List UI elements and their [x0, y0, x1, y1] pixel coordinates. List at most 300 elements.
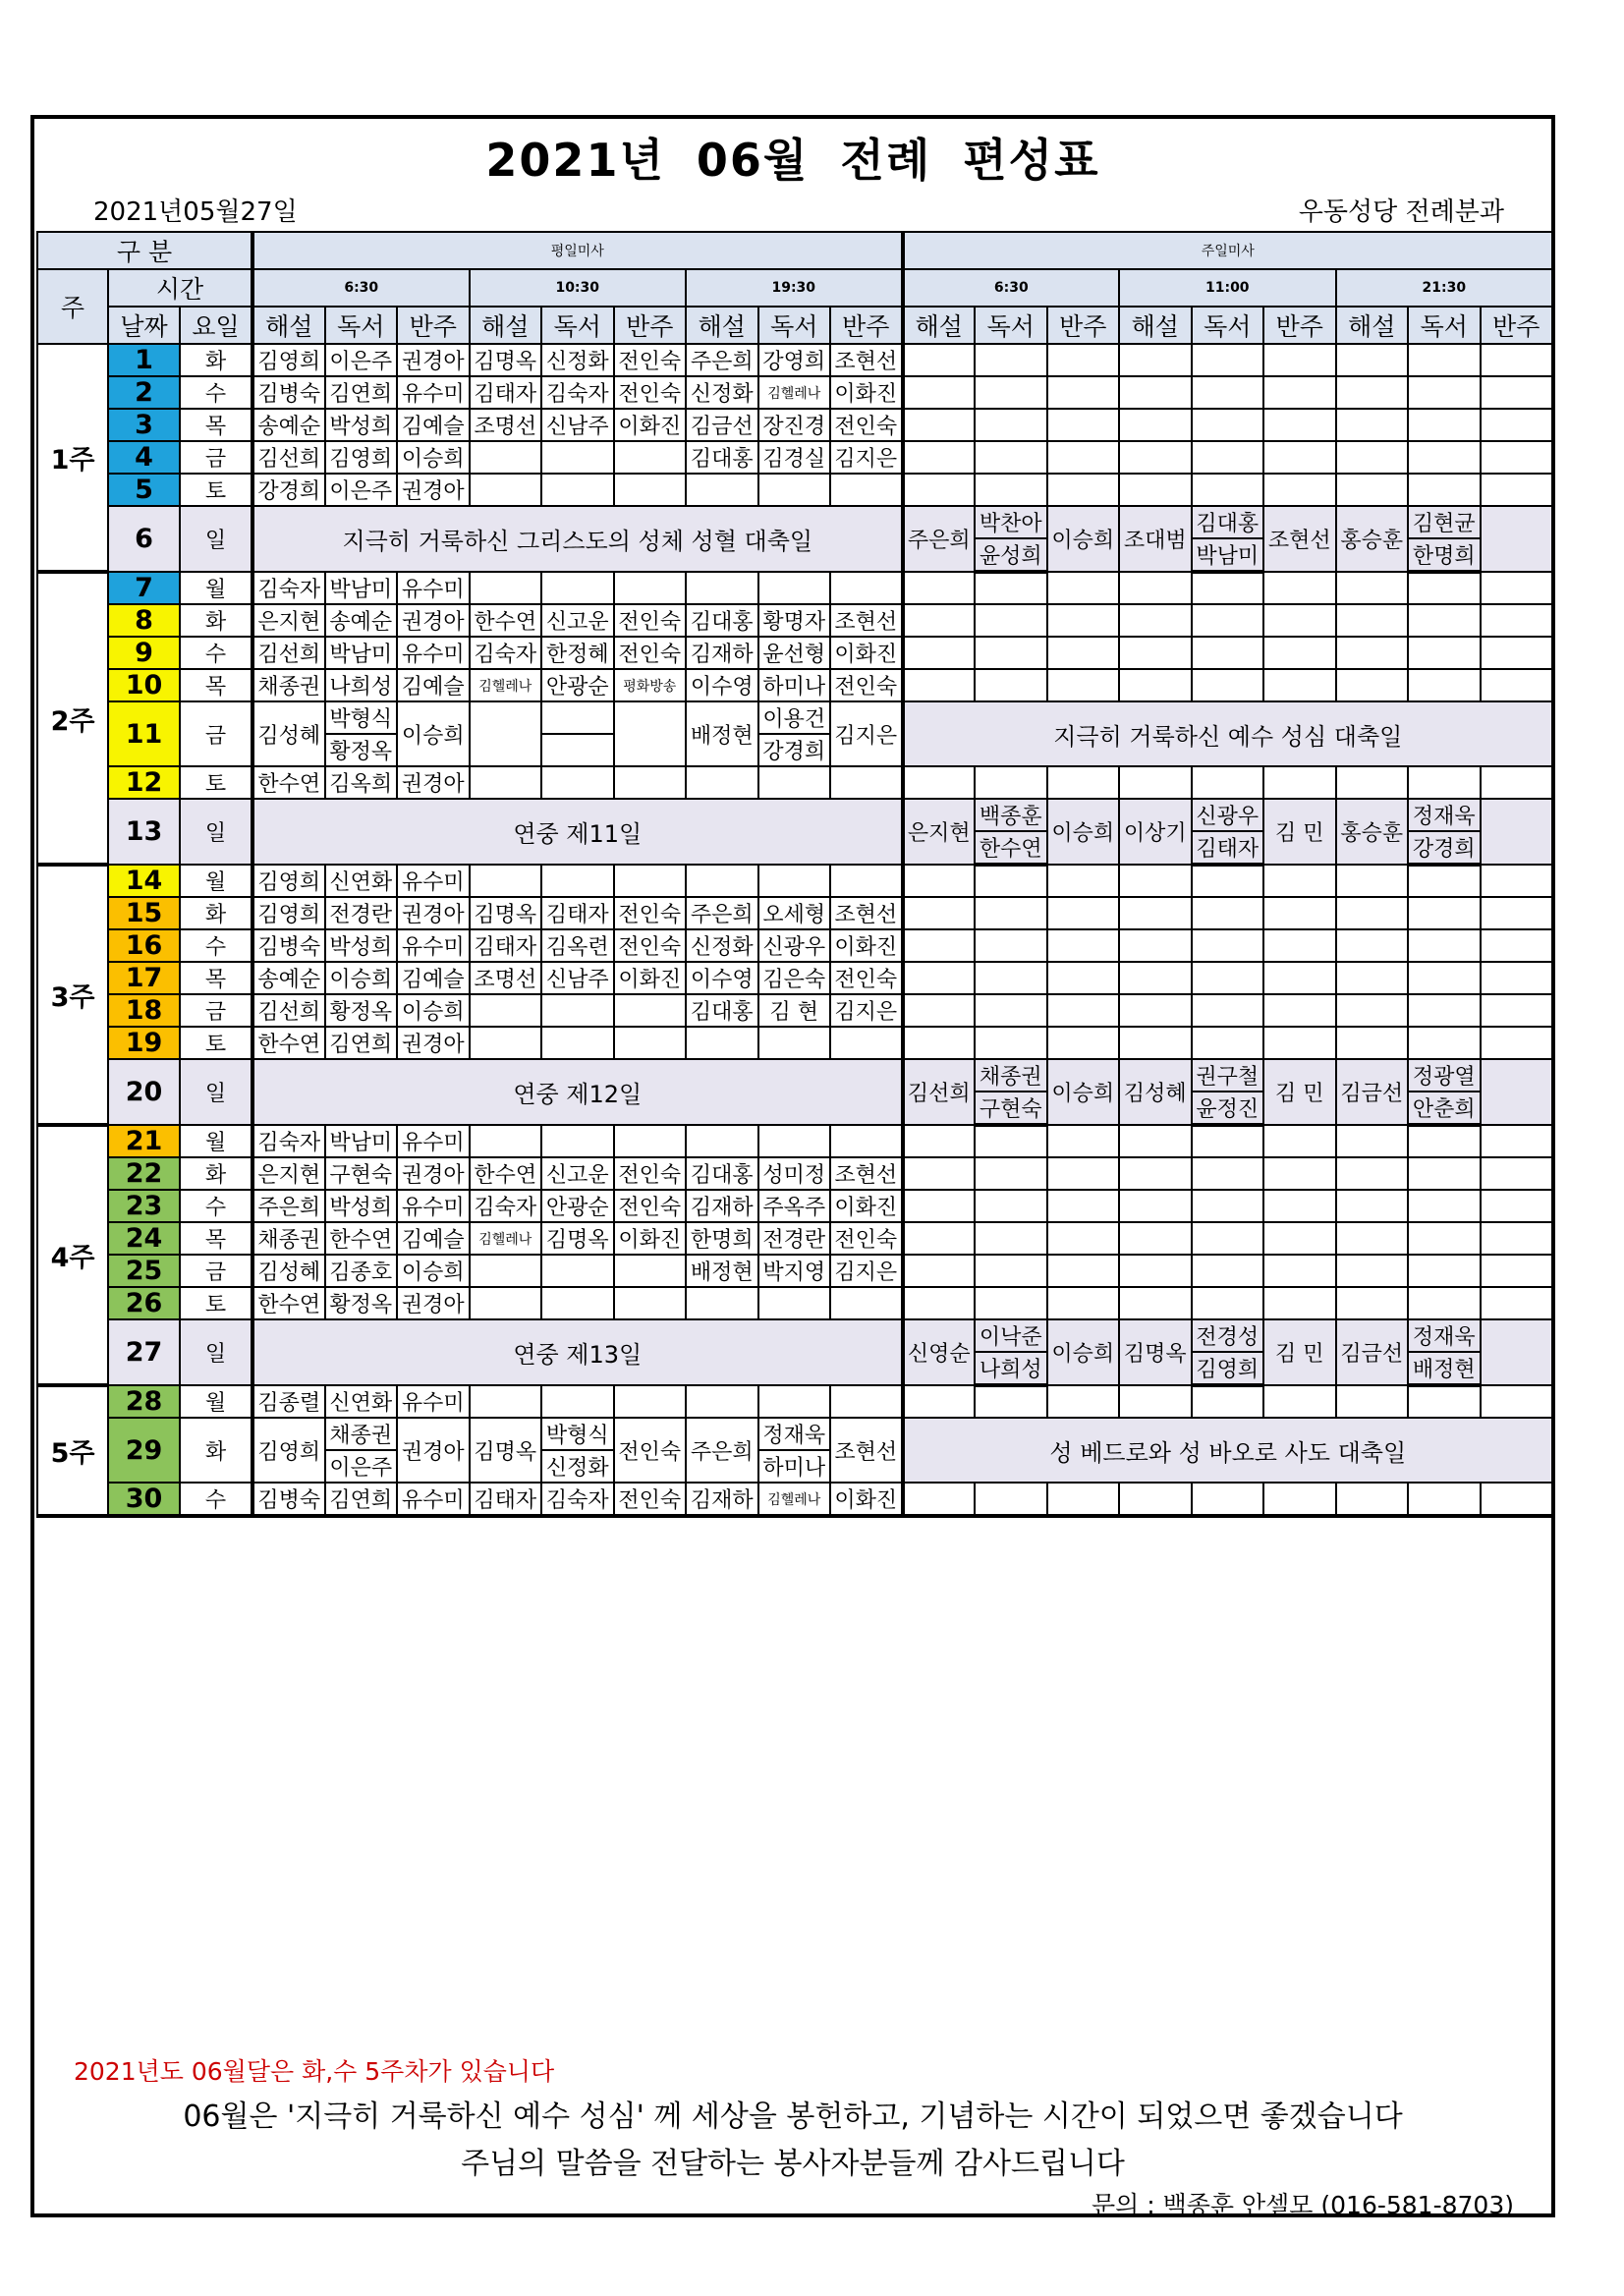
- sunday-cell: [1119, 409, 1192, 441]
- sunday-cell: 채종권: [975, 1059, 1047, 1092]
- weekday-cell: [470, 1125, 542, 1157]
- weekday-cell: 김병숙: [252, 376, 325, 409]
- mass-time-header: 10:30: [470, 269, 687, 307]
- sunday-cell: [1263, 1157, 1336, 1190]
- sunday-cell: [1408, 1222, 1481, 1255]
- sunday-cell: [1047, 1483, 1120, 1516]
- sunday-cell: [1408, 604, 1481, 637]
- day-of-week: 화: [180, 344, 252, 376]
- mass-time-header: 21:30: [1336, 269, 1553, 307]
- schedule-frame: [30, 115, 1555, 2217]
- sunday-cell: [903, 1255, 976, 1287]
- sunday-cell: [1263, 1222, 1336, 1255]
- weekday-cell: 권경아: [397, 344, 470, 376]
- role-header: 해설: [903, 307, 976, 344]
- sunday-cell: 정광열: [1408, 1059, 1481, 1092]
- sunday-cell: [1047, 1027, 1120, 1059]
- weekday-cell: 김헬레나: [758, 1483, 831, 1516]
- weekday-cell: [614, 994, 687, 1027]
- sunday-cell: [903, 1027, 976, 1059]
- weekday-cell: [686, 865, 758, 897]
- sunday-cell: [903, 1483, 976, 1516]
- sunday-cell: [1047, 474, 1120, 506]
- sunday-cell: [1408, 1125, 1481, 1157]
- table-row: [37, 344, 1552, 376]
- weekday-cell: [614, 1125, 687, 1157]
- day-number: 2: [108, 376, 180, 409]
- day-number: 26: [108, 1287, 180, 1319]
- sunday-cell: [975, 572, 1047, 604]
- weekday-cell: 황정옥: [325, 994, 398, 1027]
- sunday-cell: [1481, 1287, 1553, 1319]
- sunday-cell: [1047, 994, 1120, 1027]
- mass-time-header: 6:30: [252, 269, 470, 307]
- table-row: [37, 269, 1552, 307]
- sunday-cell: [1408, 897, 1481, 929]
- sunday-cell: [1047, 376, 1120, 409]
- table-row: [37, 1222, 1552, 1255]
- weekday-cell: 김대홍: [686, 1157, 758, 1190]
- sunday-cell: [1481, 344, 1553, 376]
- weekday-cell: 김숙자: [470, 637, 542, 669]
- sunday-cell: [1408, 1157, 1481, 1190]
- weekday-cell: 주은희: [686, 897, 758, 929]
- mass-time-header: 11:00: [1119, 269, 1336, 307]
- sunday-cell: 이승희: [1047, 1059, 1120, 1125]
- table-row: [37, 962, 1552, 994]
- sunday-cell: [975, 865, 1047, 897]
- weekday-cell: [614, 474, 687, 506]
- sunday-cell: [1047, 1222, 1120, 1255]
- sunday-cell: [1481, 669, 1553, 701]
- weekday-cell: 김경실: [758, 441, 831, 474]
- weekday-cell: [541, 701, 614, 734]
- sunday-cell: [975, 1255, 1047, 1287]
- day-number: 3: [108, 409, 180, 441]
- sunday-cell: [1481, 766, 1553, 799]
- sunday-cell: [1119, 572, 1192, 604]
- sunday-cell: 김대홍: [1192, 506, 1264, 538]
- weekday-cell: [614, 1027, 687, 1059]
- sunday-cell: [1192, 766, 1264, 799]
- time-header: 시간: [108, 269, 252, 307]
- note-dedication: 06월은 '지극히 거룩하신 예수 성심' 께 세상을 봉헌하고, 기념하는 시간이 되었으면 좋겠습니다: [183, 2100, 1403, 2134]
- sunday-cell: 김 민: [1263, 1319, 1336, 1385]
- weekday-cell: 주은희: [252, 1190, 325, 1222]
- sunday-cell: [1263, 766, 1336, 799]
- weekday-cell: 유수미: [397, 637, 470, 669]
- sunday-cell: [1481, 799, 1553, 865]
- weekday-cell: 한수연: [470, 604, 542, 637]
- day-number: 17: [108, 962, 180, 994]
- sunday-cell: [1119, 474, 1192, 506]
- role-header: 해설: [1119, 307, 1192, 344]
- weekday-cell: 이승희: [397, 701, 470, 766]
- issue-date: 2021년05월27일: [93, 197, 298, 227]
- sunday-cell: [1336, 1027, 1409, 1059]
- role-header: 해설: [686, 307, 758, 344]
- sunday-cell: [903, 994, 976, 1027]
- weekday-cell: 전경란: [758, 1222, 831, 1255]
- sunday-cell: [975, 376, 1047, 409]
- weekday-cell: 박성희: [325, 1190, 398, 1222]
- sunday-cell: [1263, 962, 1336, 994]
- weekday-cell: 김태자: [541, 897, 614, 929]
- sunday-cell: [975, 1157, 1047, 1190]
- sunday-cell: [975, 669, 1047, 701]
- sunday-cell: [903, 962, 976, 994]
- day-of-week: 수: [180, 376, 252, 409]
- sunday-cell: [1192, 1255, 1264, 1287]
- sunday-cell: [1263, 1385, 1336, 1418]
- sunday-cell: [903, 1222, 976, 1255]
- weekday-cell: 김연희: [325, 1027, 398, 1059]
- sunday-cell: [1192, 1190, 1264, 1222]
- sunday-cell: [1408, 766, 1481, 799]
- sunday-cell: [1047, 572, 1120, 604]
- sunday-cell: [1119, 1125, 1192, 1157]
- weekday-cell: 이승희: [325, 962, 398, 994]
- weekday-cell: 김재하: [686, 1190, 758, 1222]
- sunday-cell: [1192, 929, 1264, 962]
- sunday-cell: [1336, 1190, 1409, 1222]
- sunday-cell: [1408, 572, 1481, 604]
- weekday-cell: [830, 1385, 903, 1418]
- sunday-cell: 김금선: [1336, 1059, 1409, 1125]
- role-header: 독서: [975, 307, 1047, 344]
- sunday-cell: [1481, 1157, 1553, 1190]
- sunday-cell: [1047, 962, 1120, 994]
- sunday-cell: [1408, 1287, 1481, 1319]
- weekday-cell: [541, 734, 614, 766]
- sunday-cell: [903, 1125, 976, 1157]
- sunday-cell: 박찬아: [975, 506, 1047, 538]
- weekday-cell: 이화진: [830, 1190, 903, 1222]
- table-row: [37, 865, 1552, 897]
- sunday-cell: 정재욱: [1408, 799, 1481, 831]
- weekday-cell: [470, 1027, 542, 1059]
- weekday-cell: 전인숙: [830, 669, 903, 701]
- weekday-cell: 김영희: [252, 1418, 325, 1483]
- sunday-cell: 안춘희: [1408, 1092, 1481, 1125]
- weekday-cell: [758, 1385, 831, 1418]
- table-row: [37, 1125, 1552, 1157]
- sunday-cell: [1047, 604, 1120, 637]
- week-header: 주: [37, 269, 108, 344]
- sunday-cell: [1408, 441, 1481, 474]
- weekday-cell: 김예슬: [397, 409, 470, 441]
- sunday-cell: [1047, 865, 1120, 897]
- sunday-cell: [1481, 637, 1553, 669]
- gubun-header: 구 분: [37, 232, 252, 269]
- sunday-cell: 구현숙: [975, 1092, 1047, 1125]
- weekday-cell: 김병숙: [252, 929, 325, 962]
- weekday-cell: 김명옥: [470, 344, 542, 376]
- sunday-cell: 이낙준: [975, 1319, 1047, 1352]
- day-number: 25: [108, 1255, 180, 1287]
- role-header: 반주: [614, 307, 687, 344]
- role-header: 반주: [1263, 307, 1336, 344]
- day-of-week: 일: [180, 1059, 252, 1125]
- sunday-cell: 이승희: [1047, 506, 1120, 572]
- sunday-cell: [1192, 344, 1264, 376]
- weekday-cell: [470, 865, 542, 897]
- sunday-cell: 백종훈: [975, 799, 1047, 831]
- weekday-cell: [614, 865, 687, 897]
- day-of-week: 일: [180, 799, 252, 865]
- sunday-feast-label: 연중 제11일: [252, 799, 903, 865]
- sunday-cell: [1336, 994, 1409, 1027]
- table-row: [37, 572, 1552, 604]
- date-header: 날짜: [108, 307, 180, 344]
- weekday-cell: 한수연: [252, 766, 325, 799]
- weekday-cell: 박지영: [758, 1255, 831, 1287]
- weekday-cell: 신정화: [541, 1450, 614, 1483]
- weekday-cell: 전인숙: [830, 962, 903, 994]
- sunday-cell: [1192, 1287, 1264, 1319]
- sunday-cell: [1047, 441, 1120, 474]
- weekday-cell: [758, 865, 831, 897]
- sunday-cell: [1481, 604, 1553, 637]
- weekday-cell: 김태자: [470, 376, 542, 409]
- weekday-cell: 조현선: [830, 1157, 903, 1190]
- sunday-cell: [1192, 1222, 1264, 1255]
- sunday-cell: [1481, 897, 1553, 929]
- sunday-cell: [1263, 637, 1336, 669]
- weekday-cell: [686, 474, 758, 506]
- sunday-cell: [1192, 572, 1264, 604]
- weekday-cell: [541, 766, 614, 799]
- weekday-cell: 박남미: [325, 637, 398, 669]
- sunday-cell: [975, 994, 1047, 1027]
- day-of-week: 토: [180, 1027, 252, 1059]
- table-row: [37, 766, 1552, 799]
- sunday-cell: [1336, 637, 1409, 669]
- sunday-cell: 강경희: [1408, 831, 1481, 865]
- sunday-cell: 김태자: [1192, 831, 1264, 865]
- weekday-cell: 신연화: [325, 1385, 398, 1418]
- sunday-cell: [1481, 1385, 1553, 1418]
- weekday-cell: 권경아: [397, 897, 470, 929]
- weekday-cell: [541, 1125, 614, 1157]
- weekday-cell: 김예슬: [397, 1222, 470, 1255]
- sunday-cell: [975, 1125, 1047, 1157]
- table-row: [37, 441, 1552, 474]
- weekday-cell: 채종권: [252, 669, 325, 701]
- sunday-cell: 전경성: [1192, 1319, 1264, 1352]
- weekday-cell: 박형식: [541, 1418, 614, 1450]
- weekday-cell: 이화진: [830, 1483, 903, 1516]
- weekday-cell: 김선희: [252, 994, 325, 1027]
- sunday-cell: [1408, 1255, 1481, 1287]
- sunday-cell: [1263, 474, 1336, 506]
- sunday-cell: [1408, 669, 1481, 701]
- weekday-cell: 이은주: [325, 474, 398, 506]
- weekday-cell: 이화진: [614, 1222, 687, 1255]
- day-number: 22: [108, 1157, 180, 1190]
- weekday-cell: 김태자: [470, 1483, 542, 1516]
- sunday-cell: 윤정진: [1192, 1092, 1264, 1125]
- table-row: [37, 701, 1552, 734]
- weekday-cell: 김명옥: [541, 1222, 614, 1255]
- day-number: 12: [108, 766, 180, 799]
- weekday-cell: 김은숙: [758, 962, 831, 994]
- sunday-cell: [1119, 1287, 1192, 1319]
- sunday-cell: 조현선: [1263, 506, 1336, 572]
- weekday-cell: 유수미: [397, 929, 470, 962]
- weekday-cell: 전인숙: [614, 1190, 687, 1222]
- weekday-cell: 강경희: [252, 474, 325, 506]
- weekday-cell: 김숙자: [252, 1125, 325, 1157]
- sunday-cell: 김영희: [1192, 1352, 1264, 1385]
- day-number: 14: [108, 865, 180, 897]
- sunday-cell: [1481, 1027, 1553, 1059]
- sunday-cell: [1263, 669, 1336, 701]
- weekday-cell: 유수미: [397, 376, 470, 409]
- sunday-cell: [1263, 897, 1336, 929]
- weekday-cell: 전인숙: [614, 1418, 687, 1483]
- day-number: 18: [108, 994, 180, 1027]
- sunday-cell: [975, 474, 1047, 506]
- weekday-cell: [470, 1385, 542, 1418]
- sunday-cell: [1119, 766, 1192, 799]
- weekday-cell: 김숙자: [541, 1483, 614, 1516]
- sunday-cell: [1263, 344, 1336, 376]
- weekday-cell: 전인숙: [614, 1157, 687, 1190]
- weekday-cell: 오세형: [758, 897, 831, 929]
- sunday-cell: 김명옥: [1119, 1319, 1192, 1385]
- sunday-cell: [1192, 604, 1264, 637]
- weekday-cell: 박남미: [325, 572, 398, 604]
- weekday-cell: 김숙자: [541, 376, 614, 409]
- weekday-cell: 전인숙: [614, 929, 687, 962]
- weekday-cell: 권경아: [397, 1027, 470, 1059]
- page-title: 2021년 06월 전례 편성표: [485, 134, 1100, 187]
- table-row: [37, 604, 1552, 637]
- weekday-cell: 이승희: [397, 441, 470, 474]
- day-number: 30: [108, 1483, 180, 1516]
- weekday-cell: 조명선: [470, 962, 542, 994]
- table-row: [37, 506, 1552, 538]
- weekday-cell: 김영희: [252, 344, 325, 376]
- day-of-week: 수: [180, 1483, 252, 1516]
- sunday-cell: [1119, 865, 1192, 897]
- day-number: 8: [108, 604, 180, 637]
- weekday-cell: 신광우: [758, 929, 831, 962]
- sunday-cell: [1047, 1287, 1120, 1319]
- weekday-cell: 김옥희: [325, 766, 398, 799]
- week-label: 3주: [37, 865, 108, 1125]
- day-number: 10: [108, 669, 180, 701]
- day-number: 28: [108, 1385, 180, 1418]
- sunday-cell: 김성혜: [1119, 1059, 1192, 1125]
- day-number: 16: [108, 929, 180, 962]
- day-of-week: 일: [180, 506, 252, 572]
- weekday-cell: 윤선형: [758, 637, 831, 669]
- sunday-cell: [1481, 962, 1553, 994]
- sunday-cell: [1192, 1125, 1264, 1157]
- weekday-cell: 전인숙: [830, 1222, 903, 1255]
- sunday-cell: [903, 344, 976, 376]
- sunday-cell: [975, 409, 1047, 441]
- weekday-cell: 이은주: [325, 1450, 398, 1483]
- sunday-cell: [1336, 344, 1409, 376]
- sunday-cell: [1336, 572, 1409, 604]
- weekday-cell: 하미나: [758, 669, 831, 701]
- weekday-cell: [614, 1385, 687, 1418]
- sunday-cell: [1336, 962, 1409, 994]
- weekday-cell: 김성혜: [252, 701, 325, 766]
- weekday-cell: [830, 1027, 903, 1059]
- day-of-week: 화: [180, 1418, 252, 1483]
- sunday-cell: [1119, 1157, 1192, 1190]
- sunday-cell: [1047, 1125, 1120, 1157]
- weekday-cell: [541, 1385, 614, 1418]
- day-of-week: 목: [180, 962, 252, 994]
- sunday-cell: [975, 441, 1047, 474]
- weekday-mass-header: 평일미사: [252, 232, 903, 269]
- weekday-cell: 김재하: [686, 637, 758, 669]
- weekday-cell: 김대홍: [686, 994, 758, 1027]
- weekday-cell: [758, 766, 831, 799]
- sunday-cell: 조대범: [1119, 506, 1192, 572]
- weekday-cell: [614, 1287, 687, 1319]
- table-row: [37, 929, 1552, 962]
- weekday-cell: 김지은: [830, 441, 903, 474]
- weekday-cell: [686, 572, 758, 604]
- sunday-cell: [1047, 637, 1120, 669]
- sunday-cell: 홍승훈: [1336, 799, 1409, 865]
- sunday-cell: [1047, 1255, 1120, 1287]
- weekday-cell: [758, 1125, 831, 1157]
- sunday-cell: [903, 1190, 976, 1222]
- sunday-cell: [1263, 1027, 1336, 1059]
- day-of-week: 월: [180, 1125, 252, 1157]
- role-header: 반주: [1481, 307, 1553, 344]
- weekday-cell: 김연희: [325, 1483, 398, 1516]
- sunday-cell: [1408, 344, 1481, 376]
- weekday-cell: 황정옥: [325, 734, 398, 766]
- sunday-cell: [1336, 897, 1409, 929]
- weekday-cell: 박성희: [325, 929, 398, 962]
- table-row: [37, 1287, 1552, 1319]
- table-row: [37, 669, 1552, 701]
- sunday-cell: [1481, 1255, 1553, 1287]
- sunday-cell: [1408, 962, 1481, 994]
- weekday-cell: [686, 1027, 758, 1059]
- sunday-cell: [1263, 441, 1336, 474]
- day-number: 6: [108, 506, 180, 572]
- sunday-cell: [903, 1385, 976, 1418]
- sunday-cell: [1047, 1157, 1120, 1190]
- role-header: 독서: [1408, 307, 1481, 344]
- day-number: 23: [108, 1190, 180, 1222]
- weekday-cell: [686, 766, 758, 799]
- sunday-cell: [1119, 1027, 1192, 1059]
- day-of-week: 목: [180, 669, 252, 701]
- weekday-cell: 전경란: [325, 897, 398, 929]
- sunday-cell: [1263, 376, 1336, 409]
- table-row: [37, 376, 1552, 409]
- weekday-cell: 이용건: [758, 701, 831, 734]
- sunday-cell: [1119, 604, 1192, 637]
- day-of-week: 월: [180, 572, 252, 604]
- weekday-cell: 이수영: [686, 669, 758, 701]
- day-number: 24: [108, 1222, 180, 1255]
- weekday-cell: 유수미: [397, 865, 470, 897]
- sunday-cell: [975, 766, 1047, 799]
- role-header: 해설: [252, 307, 325, 344]
